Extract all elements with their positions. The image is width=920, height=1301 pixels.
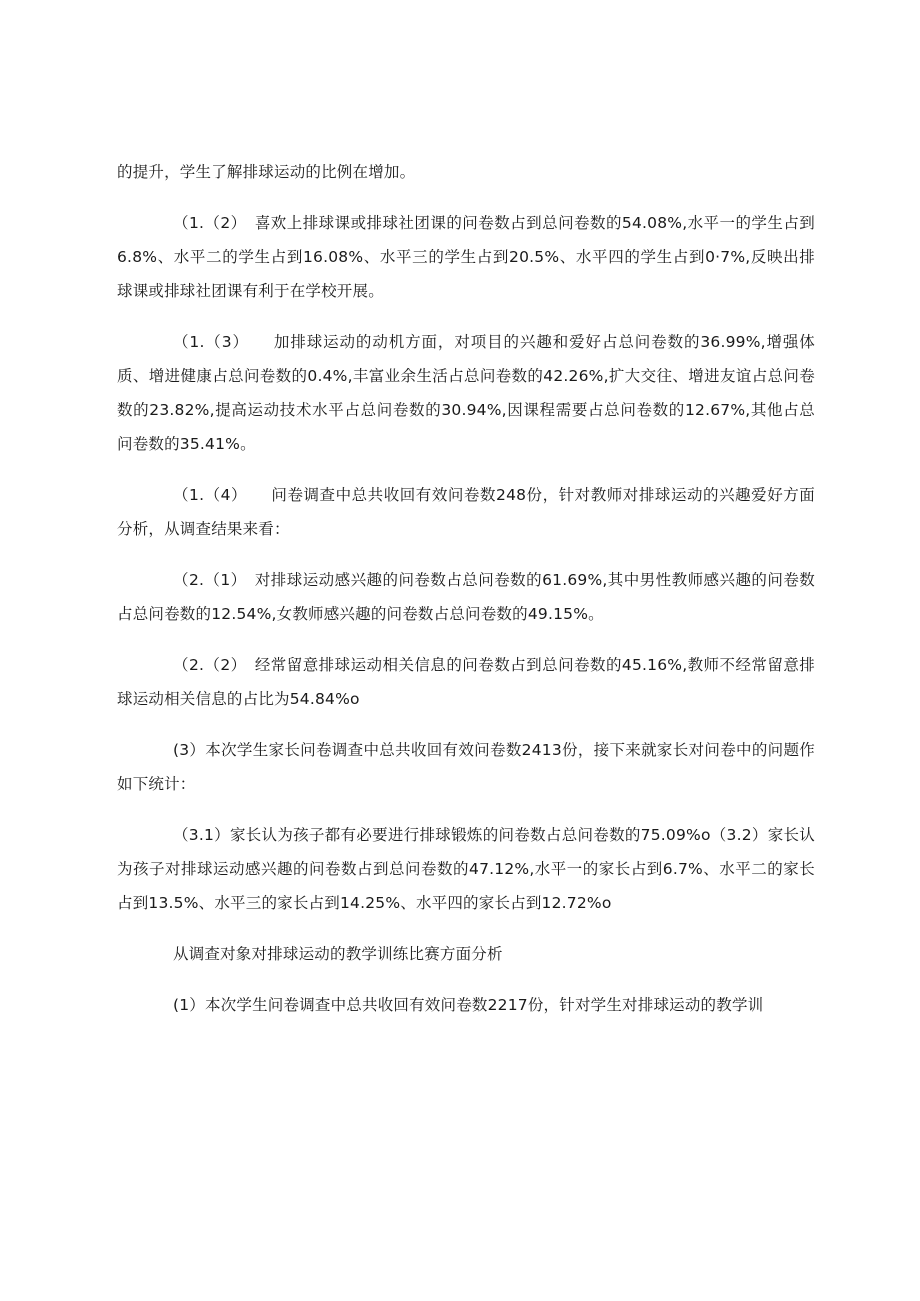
paragraph-8: （3.1）家长认为孩子都有必要进行排球锻炼的问卷数占总问卷数的75.09%o（3.2）家长认为孩子对排球运动感兴趣的问卷数占到总问卷数的47.12%,水平一的家长占到6.7%、水平二的家长占到13.5%、水平三的家长占到14.25%、水平四的家长占到12.72%o — [117, 826, 815, 912]
document-body — [117, 155, 815, 1022]
paragraph-6: （2.（2） 经常留意排球运动相关信息的问卷数占到总问卷数的45.16%,教师不经常留意排球运动相关信息的占比为54.84%o — [117, 656, 815, 708]
paragraph-3: （1.（3） 加排球运动的动机方面，对项目的兴趣和爱好占总问卷数的36.99%,增强体质、增进健康占总问卷数的0.4%,丰富业余生活占总问卷数的42.26%,扩大交往、增进友谊占总问卷数的23.82%,提高运动技术水平占总问卷数的30.94%,因课程需要占总问卷数的12.67%,其他占总问卷数的35.41%。 — [117, 333, 815, 453]
paragraph-4: （1.（4） 问卷调查中总共收回有效问卷数248份，针对教师对排球运动的兴趣爱好方面分析，从调查结果来看： — [117, 486, 815, 538]
paragraph-10: (1）本次学生问卷调查中总共收回有效问卷数2217份，针对学生对排球运动的教学训 — [173, 996, 764, 1014]
paragraph-7: (3）本次学生家长问卷调查中总共收回有效问卷数2413份，接下来就家长对问卷中的问题作如下统计： — [117, 741, 815, 793]
paragraph-1: 的提升，学生了解排球运动的比例在增加。 — [117, 163, 416, 181]
paragraph-2: （1.（2） 喜欢上排球课或排球社团课的问卷数占到总问卷数的54.08%,水平一的学生占到6.8%、水平二的学生占到16.08%、水平三的学生占到20.5%、水平四的学生占到0·7%,反映出排球课或排球社团课有利于在学校开展。 — [117, 214, 815, 300]
paragraph-5: （2.（1） 对排球运动感兴趣的问卷数占总问卷数的61.69%,其中男性教师感兴趣的问卷数占总问卷数的12.54%,女教师感兴趣的问卷数占总问卷数的49.15%。 — [117, 571, 815, 623]
paragraph-9: 从调查对象对排球运动的教学训练比赛方面分析 — [173, 945, 503, 963]
